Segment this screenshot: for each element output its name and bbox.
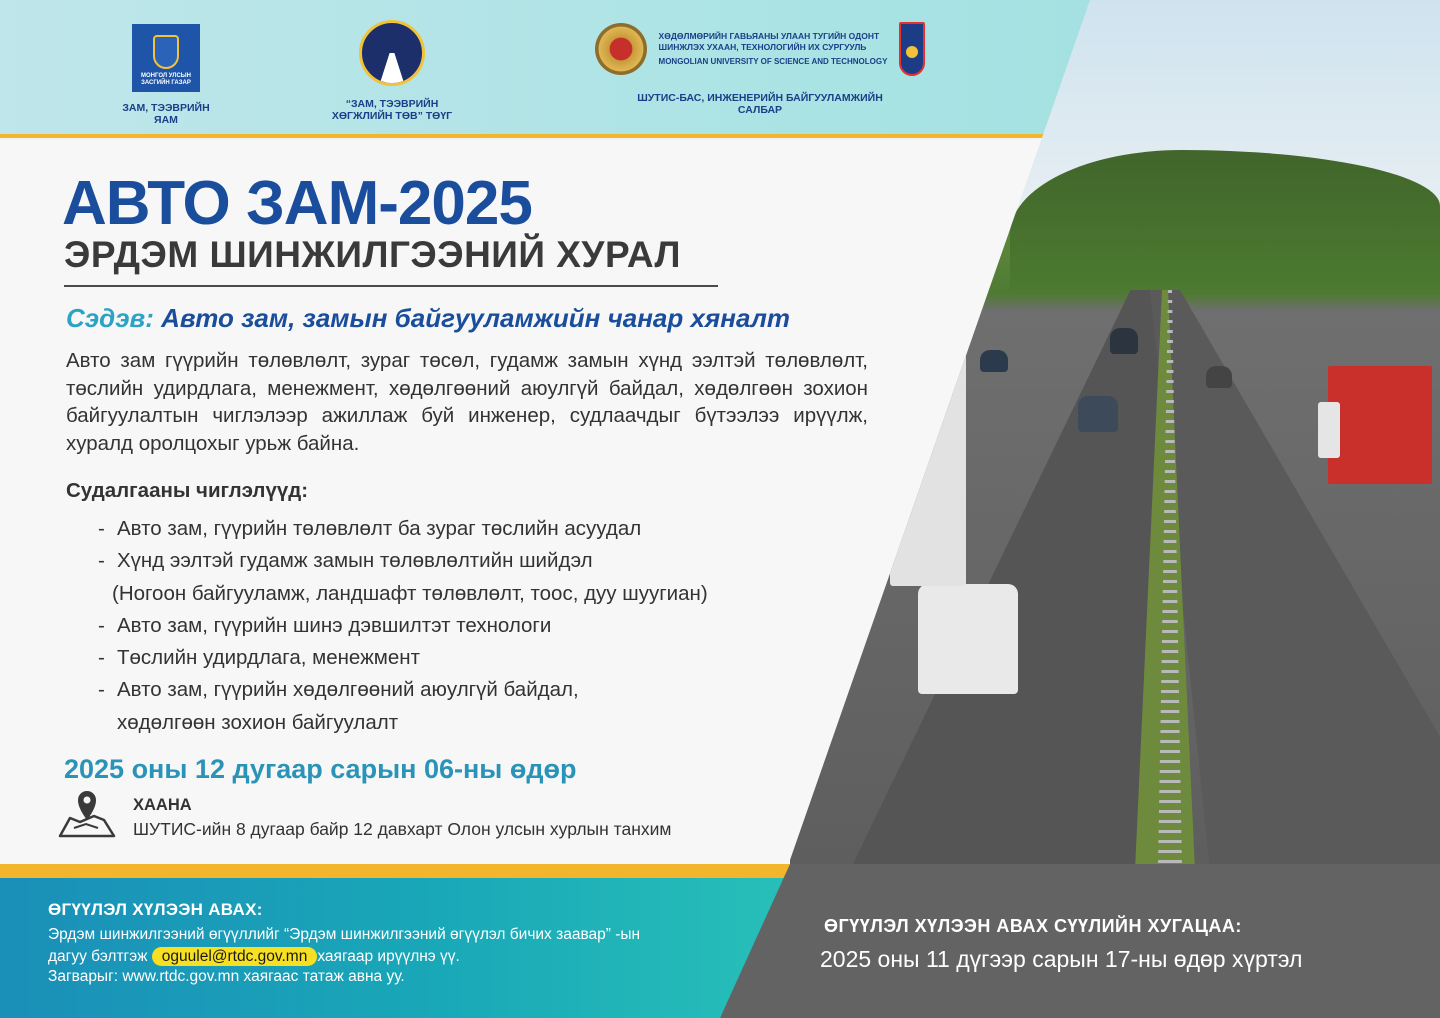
list-item: - Авто зам, гүүрийн төлөвлөлт ба зураг төслийн асуудал [98, 517, 642, 540]
list-item: - Төслийн удирдлага, менежмент [98, 646, 421, 670]
university-name: ХӨДӨЛМӨРИЙН ГАВЬЯАНЫ УЛААН ТУГИЙН ОДОНТ ШИНЖЛЭХ УХААН, ТЕХНОЛОГИЙН ИХ СУРГУУЛЬ MONGOLIAN UNIVERSITY OF SCIENCE AND TECHNOLOGY [658, 31, 888, 66]
org-name-line: ХӨГЖЛИЙН ТӨВ” ТӨҮГ [331, 110, 453, 122]
university-order-emblem-icon [595, 23, 647, 75]
header-divider [0, 134, 1050, 138]
deadline-panel [720, 864, 1440, 1018]
topic-text: Авто зам, замын байгууламжийн чанар хяналт [153, 303, 791, 333]
directions-heading: Судалгааны чиглэлүүд: [66, 479, 309, 502]
list-item: хөдөлгөөн зохион байгуулалт [117, 710, 399, 734]
intro-paragraph: Авто зам гүүрийн төлөвлөлт, зураг төсөл, гудамж замын хүнд ээлтэй төлөвлөлт, төслийн удирдлага, менежмент, хөдөлгөөний аюулгүй байдал, хөдөлгөөн зохион байгуулалтын чиглэлээр ажиллаж буй инженер, судлаачдыг бүтээлээ ирүүлж, хуралд оролцохыг урьж байна. [66, 349, 868, 455]
branch-name-line: ШУТИС-БАС, ИНЖЕНЕРИЙН БАЙГУУЛАМЖИЙН [637, 92, 883, 104]
title-underline [64, 285, 718, 287]
university-shield-icon [899, 22, 925, 76]
topic-label: Сэдэв: [66, 303, 154, 333]
submission-line: дагуу бэлтгэж oguulel@rtdc.gov.mn хаягаар ирүүлнэ үү. [48, 948, 460, 965]
road-center-logo-icon [359, 20, 425, 86]
branch-name-line: САЛБАР [737, 104, 783, 116]
org-university [560, 22, 960, 116]
location-label: ХААНА [133, 796, 192, 814]
event-date: 2025 оны 12 дугаар сарын 06-ны өдөр [64, 754, 577, 784]
map-pin-icon [56, 790, 118, 840]
directions-list [98, 513, 708, 739]
deadline-title: ӨГҮҮЛЭЛ ХҮЛЭЭН АВАХ СҮҮЛИЙН ХУГАЦАА: [824, 916, 1242, 936]
submission-title: ӨГҮҮЛЭЛ ХҮЛЭЭН АВАХ: [48, 900, 263, 919]
location-text: ШУТИС-ийн 8 дугаар байр 12 давхарт Олон улсын хурлын танхим [133, 819, 672, 839]
org-name-line: ЯАМ [154, 114, 178, 126]
org-name-line: ЗАМ, ТЭЭВРИЙН [122, 102, 210, 114]
page-subtitle: ЭРДЭМ ШИНЖИЛГЭЭНИЙ ХУРАЛ [64, 234, 682, 275]
org-name-line: “ЗАМ, ТЭЭВРИЙН [345, 98, 439, 110]
topic-line [66, 303, 790, 334]
list-item: - Авто зам, гүүрийн шинэ дэвшилтэт технологи [98, 613, 552, 637]
government-emblem-icon [132, 24, 200, 92]
org-road-center [322, 20, 462, 122]
list-item: - Хүнд ээлтэй гудамж замын төлөвлөлтийн шийдэл [98, 549, 593, 573]
logo-caption: МОНГОЛ УЛСЫН ЗАСГИЙН ГАЗАР [141, 73, 191, 86]
org-ministry [110, 24, 222, 126]
submission-line: Загварыг: www.rtdc.gov.mn хаягаас татаж авна уу. [48, 968, 405, 985]
page-title: АВТО ЗАМ-2025 [62, 169, 532, 238]
list-item: - Авто зам, гүүрийн хөдөлгөөний аюулгүй байдал, [98, 678, 579, 702]
bottom-gold-divider [0, 864, 796, 878]
submission-email-link[interactable]: oguulel@rtdc.gov.mn [152, 947, 318, 966]
deadline-text: 2025 оны 11 дүгээр сарын 17-ны өдөр хүртэл [820, 946, 1303, 972]
list-item: (Ногоон байгууламж, ландшафт төлөвлөлт, тоос, дуу шуугиан) [112, 581, 708, 605]
submission-line: Эрдэм шинжилгээний өгүүллийг “Эрдэм шинжилгээний өгүүлэл бичих заавар” -ын [48, 926, 641, 943]
